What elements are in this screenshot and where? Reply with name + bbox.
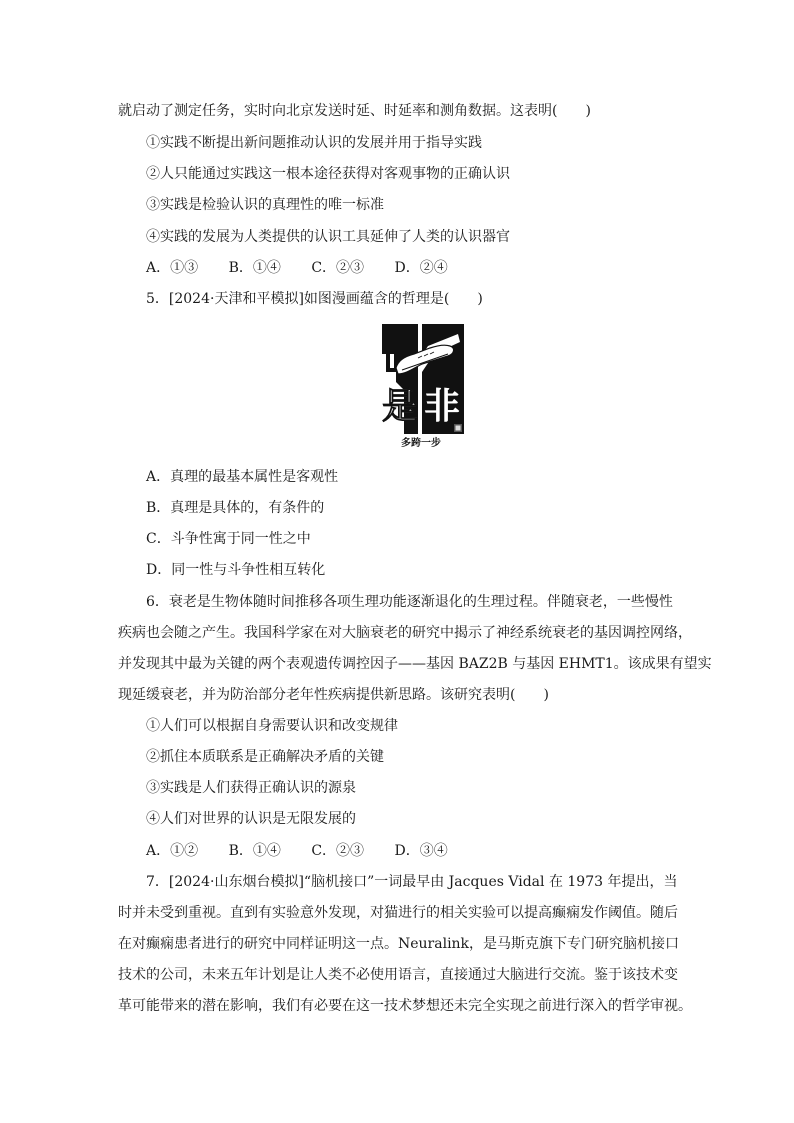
q6-item-3: ③实践是人们获得正确认识的源泉 <box>146 780 356 796</box>
q4-item-2: ②人只能通过实践这一根本途径获得对客观事物的正确认识 <box>146 166 510 182</box>
cartoon-image <box>378 324 464 452</box>
q4-item-3: ③实践是检验认识的真理性的唯一标准 <box>146 197 384 213</box>
q7-stem-line-4: 技术的公司，未来五年计划是让人类不必使用语言，直接通过大脑进行交流。鉴于该技术变 <box>118 967 678 983</box>
q6-stem-line-2: 疾病也会随之产生。我国科学家在对大脑衰老的研究中揭示了神经系统衰老的基因调控网络， <box>118 625 692 641</box>
q6-option-a[interactable]: A．①② <box>146 843 199 859</box>
q6-item-2: ②抓住本质联系是正确解决矛盾的关键 <box>146 749 384 765</box>
q6-option-c[interactable]: C．②③ <box>311 843 365 859</box>
q4-item-4: ④实践的发展为人类提供的认识工具延伸了人类的认识器官 <box>146 229 510 245</box>
cartoon-char-fei: 非 <box>423 386 461 427</box>
q6-stem-line-1: 6．衰老是生物体随时间推移各项生理功能逐渐退化的生理过程。伴随衰老，一些慢性 <box>146 594 673 610</box>
q4-options <box>146 258 716 278</box>
q7-stem-line-3: 在对癫痫患者进行的研究中同样证明这一点。Neuralink，是马斯克旗下专门研究脑机接口 <box>118 936 680 952</box>
q6-option-d[interactable]: D．③④ <box>394 843 448 859</box>
cartoon-char-shi: 是 <box>381 386 419 427</box>
q4-option-a[interactable]: A．①③ <box>146 260 199 276</box>
cartoon-caption: 多跨一步 <box>401 438 441 449</box>
q4-item-1: ①实践不断提出新问题推动认识的发展并用于指导实践 <box>146 135 482 151</box>
q5-stem: 5．[2024·天津和平模拟]如图漫画蕴含的哲理是( ) <box>146 291 483 307</box>
q7-stem-line-2: 时并未受到重视。直到有实验意外发现，对猫进行的相关实验可以提高癫痫发作阈值。随后 <box>118 905 678 921</box>
q7-stem-line-5: 革可能带来的潜在影响，我们有必要在这一技术梦想还未完全实现之前进行深入的哲学审视。 <box>118 998 692 1014</box>
cartoon-illustration <box>378 324 464 434</box>
q4-option-c[interactable]: C．②③ <box>311 260 365 276</box>
q5-option-b[interactable]: B．真理是具体的，有条件的 <box>146 500 325 516</box>
q6-item-1: ①人们可以根据自身需要认识和改变规律 <box>146 718 398 734</box>
q6-stem-line-3: 并发现其中最为关键的两个表观遗传调控因子——基因 BAZ2B 与基因 EHMT1。该成果有望实 <box>118 656 712 672</box>
q5-option-c[interactable]: C．斗争性寓于同一性之中 <box>146 531 311 547</box>
q4-option-d[interactable]: D．②④ <box>394 260 448 276</box>
q5-option-d[interactable]: D．同一性与斗争性相互转化 <box>146 562 326 578</box>
q5-option-a[interactable]: A．真理的最基本属性是客观性 <box>146 469 339 485</box>
q6-option-b[interactable]: B．①④ <box>228 843 281 859</box>
q6-options <box>146 841 716 861</box>
q4-stem-continuation: 就启动了测定任务，实时向北京发送时延、时延率和测角数据。这表明( ) <box>118 103 591 119</box>
q4-option-b[interactable]: B．①④ <box>228 260 281 276</box>
q6-item-4: ④人们对世界的认识是无限发展的 <box>146 811 356 827</box>
q6-stem-line-4: 现延缓衰老，并为防治部分老年性疾病提供新思路。该研究表明( ) <box>118 687 549 703</box>
q7-stem-line-1: 7．[2024·山东烟台模拟]“脑机接口”一词最早由 Jacques Vidal 在 1973 年提出，当 <box>146 874 678 890</box>
